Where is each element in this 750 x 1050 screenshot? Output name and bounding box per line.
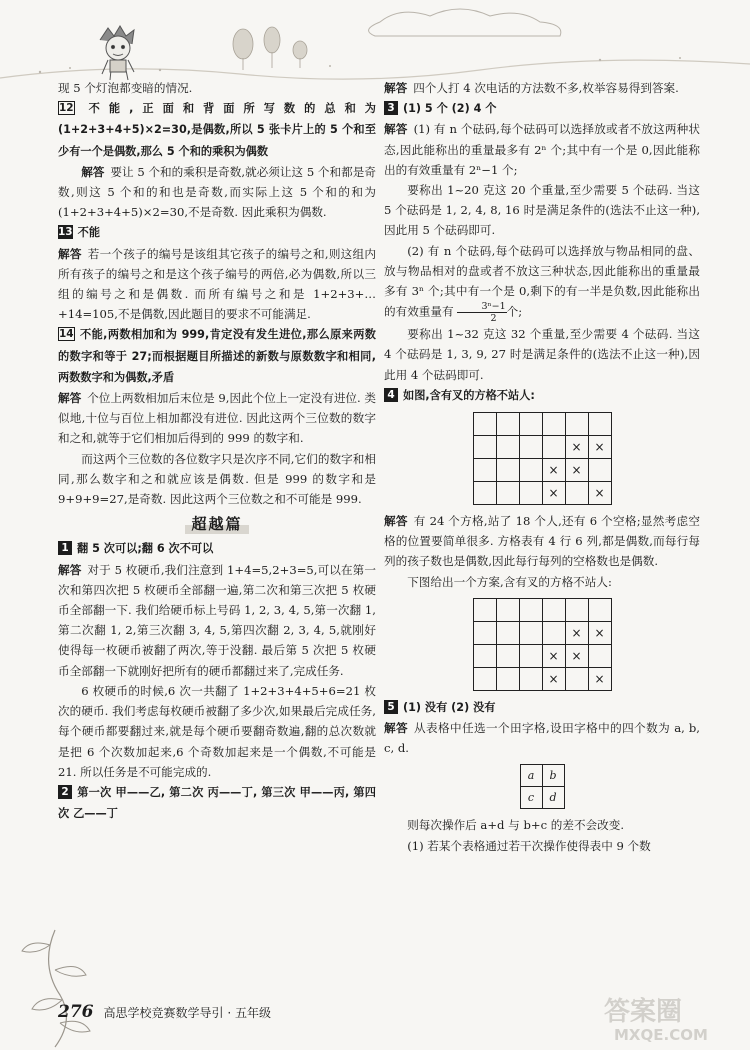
svg-text:MXQE.COM: MXQE.COM bbox=[614, 1026, 708, 1044]
grid-cell bbox=[473, 667, 496, 690]
grid-cell bbox=[542, 413, 565, 436]
grid-cell: × bbox=[565, 621, 588, 644]
answer-summary: 翻 5 次可以;翻 6 次不可以 bbox=[77, 542, 214, 556]
grid-row bbox=[473, 459, 611, 482]
answer-13-head bbox=[58, 222, 376, 243]
grid-cell: × bbox=[588, 621, 611, 644]
watermark-logo bbox=[594, 990, 744, 1046]
grid-cell bbox=[496, 598, 519, 621]
problem-number: 2 bbox=[58, 785, 72, 799]
solution-label: 解答 bbox=[384, 514, 408, 529]
answer-summary: (1) 5 个 (2) 4 个 bbox=[403, 102, 497, 116]
problem-number: 14 bbox=[59, 328, 74, 341]
solution-4 bbox=[384, 511, 700, 572]
grid-cell bbox=[565, 482, 588, 505]
grid-cell bbox=[496, 644, 519, 667]
grid-cell bbox=[519, 621, 542, 644]
grid-row bbox=[473, 413, 611, 436]
problem-number: 4 bbox=[384, 388, 398, 402]
grid-cell: × bbox=[542, 667, 565, 690]
solution-14-cont: 而这两个三位数的各位数字只是次序不同,它们的数字和相同,那么数字和之和就应该是偶数. 但是 999 的数字和是 9+9+9=27,是奇数. 因此这两个三位数之和不可能是 999. bbox=[58, 451, 376, 507]
answer-summary: 不能 bbox=[77, 226, 101, 240]
grid-cell bbox=[473, 459, 496, 482]
grid-cell: × bbox=[565, 436, 588, 459]
grid-cell: × bbox=[588, 436, 611, 459]
grid-cell bbox=[519, 482, 542, 505]
header-illustration bbox=[0, 0, 750, 82]
solution-label: 解答 bbox=[384, 721, 409, 736]
grid-cell: b bbox=[542, 765, 564, 787]
answer-summary: 不能,两数相加和为 999,肯定没有发生进位,那么原来两数的数字和等于 27;而根据题目所描述的新数与原数数字和相同,两数数字和为偶数,矛盾 bbox=[58, 328, 376, 384]
grid-cell bbox=[496, 667, 519, 690]
left-column bbox=[58, 78, 376, 824]
grid-row bbox=[473, 644, 611, 667]
grid-cell bbox=[496, 413, 519, 436]
abcd-grid bbox=[520, 764, 565, 809]
seating-grid-2 bbox=[473, 598, 612, 691]
solution-text: 个位上两数相加后末位是 9,因此个位上一定没有进位. 类似地,十位与百位上相加都没有进位. 因此这两个三位数的数字和之和,就等于它们相加后得到的 999 的数字和. bbox=[58, 391, 376, 446]
grid-cell bbox=[588, 598, 611, 621]
answer-summary: 不能,正面和背面所写数的总和为 (1+2+3+4+5)×2=30,是偶数,所以 5 张卡片上的 5 个和至少有一个是偶数,那么 5 个和的乘积为偶数 bbox=[58, 102, 376, 158]
answer-s2-head bbox=[58, 782, 376, 824]
grid-cell bbox=[519, 459, 542, 482]
vine-illustration bbox=[0, 925, 110, 1050]
grid-cell: d bbox=[542, 787, 564, 809]
grid-cell bbox=[473, 598, 496, 621]
solution-3-p2: 要称出 1~20 克这 20 个重量,至少需要 5 个砝码. 当这 5 个砝码是 1, 2, 4, 8, 16 时是满足条件的(选法不止这一种),因此用 5 个砝码即可. bbox=[384, 183, 700, 238]
grid-cell bbox=[519, 436, 542, 459]
answer-14-head bbox=[58, 324, 376, 388]
solution-text: 四个人打 4 次电话的方法数不多,枚举容易得到答案. bbox=[413, 81, 679, 95]
answer-summary: (1) 没有 (2) 没有 bbox=[403, 700, 496, 714]
problem-number: 1 bbox=[58, 541, 72, 555]
grid-cell bbox=[496, 621, 519, 644]
problem-number: 13 bbox=[58, 226, 73, 239]
problem-number: 12 bbox=[59, 102, 74, 115]
grid-cell bbox=[519, 598, 542, 621]
grid-cell bbox=[542, 621, 565, 644]
grid-cell bbox=[519, 667, 542, 690]
grid-cell bbox=[473, 621, 496, 644]
grid-row bbox=[473, 598, 611, 621]
solution-13 bbox=[58, 244, 376, 325]
solution-12 bbox=[58, 162, 376, 223]
answer-summary: 如图,含有叉的方格不站人: bbox=[403, 388, 535, 402]
solution-5 bbox=[384, 718, 700, 758]
grid-cell bbox=[496, 436, 519, 459]
problem-number: 5 bbox=[384, 700, 398, 714]
grid-row bbox=[473, 667, 611, 690]
grid-cell bbox=[588, 459, 611, 482]
solution-text: 对于 5 枚硬币,我们注意到 1+4=5,2+3=5,可以在第一次和第四次把 5 枚硬币全部翻一遍,第二次和第三次把 5 枚硬币全部翻一下. 我们给硬币标上号码 1, 2, 3, 4, 5,第一次翻 1,第二次翻 1, 2,第三次翻 3, 4, 5,第四次翻 2, 3, 4, 5,就刚好使得每一枚硬币被翻了两次,等于没翻. 最后第 5 次把 5 枚硬币全部翻一下就刚好把所有的硬币都翻过来了,完成任务. bbox=[58, 562, 376, 678]
grid-row bbox=[473, 436, 611, 459]
page-number: 276 bbox=[58, 1002, 94, 1022]
svg-text:答案圈: 答案圈 bbox=[604, 997, 683, 1027]
book-title: 高思学校竞赛数学导引 · 五年级 bbox=[103, 1006, 271, 1020]
answer-12-head bbox=[58, 98, 376, 162]
grid-cell bbox=[496, 459, 519, 482]
fraction: $\frac{\text{3ⁿ−1}}{2}$ bbox=[457, 301, 506, 324]
solution-s1 bbox=[58, 560, 376, 681]
seating-grid-1 bbox=[473, 412, 612, 505]
answer-s1-head bbox=[58, 538, 376, 559]
section-title: 超越篇 bbox=[58, 514, 376, 534]
solution-3 bbox=[384, 119, 700, 180]
grid-cell: × bbox=[542, 644, 565, 667]
grid-cell bbox=[542, 436, 565, 459]
right-column bbox=[384, 78, 700, 856]
solution-text: 有 24 个方格,站了 18 个人,还有 6 个空格;显然考虑空格的位置要简单很多. 方格表有 4 行 6 列,都是偶数,而每行每列的孩子数也是偶数,因此每行每列的空格数也是偶数. bbox=[384, 514, 700, 569]
solution-text: (1) 有 n 个砝码,每个砝码可以选择放或者不放这两种状态,因此能称出的重量最多有 2ⁿ 个;其中有一个是 0,因此能称出的有效重量有 2ⁿ−1 个; bbox=[384, 122, 700, 177]
grid-row bbox=[520, 787, 564, 809]
grid-cell bbox=[473, 436, 496, 459]
grid-cell: a bbox=[520, 765, 542, 787]
grid-cell bbox=[565, 413, 588, 436]
grid-cell bbox=[519, 413, 542, 436]
grid-cell: × bbox=[542, 482, 565, 505]
solution-5-p3: (1) 若某个表格通过若干次操作使得表中 9 个数 bbox=[407, 838, 651, 853]
grid-cell: × bbox=[542, 459, 565, 482]
grid-row bbox=[473, 482, 611, 505]
solution-text: 从表格中任选一个田字格,设田字格中的四个数为 a, b, c, d. bbox=[384, 721, 700, 756]
grid-cell bbox=[473, 644, 496, 667]
answer-summary: 第一次 甲——乙, 第二次 丙——丁, 第三次 甲——丙, 第四次 乙——丁 bbox=[58, 785, 376, 821]
grid-cell bbox=[473, 482, 496, 505]
page-footer bbox=[58, 1002, 271, 1022]
grid-cell bbox=[565, 598, 588, 621]
answer-5-head bbox=[384, 697, 700, 718]
answer-4-head bbox=[384, 385, 700, 406]
solution-label: 解答 bbox=[81, 164, 105, 179]
solution-5-p2: 则每次操作后 a+d 与 b+c 的差不会改变. bbox=[407, 818, 625, 833]
solution-label: 解答 bbox=[384, 122, 408, 137]
grid-cell bbox=[519, 644, 542, 667]
grid-cell: × bbox=[588, 667, 611, 690]
solution-label: 解答 bbox=[58, 391, 82, 406]
solution-s2 bbox=[384, 78, 700, 98]
grid-cell bbox=[542, 598, 565, 621]
boy-icon bbox=[100, 26, 134, 80]
text-line: 现 5 个灯泡都变暗的情况. bbox=[58, 81, 193, 95]
solution-14 bbox=[58, 388, 376, 449]
grid-cell bbox=[496, 482, 519, 505]
solution-4-p2: 下图给出一个方案,含有叉的方格不站人: bbox=[407, 574, 612, 589]
answer-3-head bbox=[384, 98, 700, 119]
grid-cell: × bbox=[565, 644, 588, 667]
solution-3-p4: 要称出 1~32 克这 32 个重量,至少需要 4 个砝码. 当这 4 个砝码是 1, 3, 9, 27 时是满足条件的(选法不止这一种),因此用 4 个砝码即可. bbox=[384, 327, 700, 382]
solution-label: 解答 bbox=[58, 562, 82, 577]
solution-s1-cont: 6 枚硬币的时候,6 次一共翻了 1+2+3+4+5+6=21 枚次的硬币. 我们考虑每枚硬币被翻了多少次,如果最后完成任务,每个硬币都要翻过来,就是每个硬币要翻奇数遍,翻的总次数就是把 6 个次数加起来,6 个奇数加起来是一个偶数,不可能是 21. 所以任务是不可能完成的. bbox=[58, 683, 376, 779]
solution-text: 要让 5 个和的乘积是奇数,就必须让这 5 个和都是奇数,则这 5 个和的和也是奇数,而实际上这 5 个和的和为 (1+2+3+4+5)×2=30,不是奇数. 因此乘积为偶数. bbox=[58, 164, 376, 220]
tree-icon bbox=[233, 27, 307, 70]
grid-cell: c bbox=[520, 787, 542, 809]
grid-row bbox=[473, 621, 611, 644]
grid-cell: × bbox=[565, 459, 588, 482]
solution-3-p3: (2) 有 n 个砝码,每个砝码可以选择放与物品相同的盘、放与物品相对的盘或者不放这三种状态,因此能称出的重量最多有 3ⁿ 个;其中有一个是 0,剩下的有一半是负数,因此能称出的有效重量有 $\frac{\text{3ⁿ−1}}{2}$ 个; bbox=[384, 243, 700, 325]
solution-text: 若一个孩子的编号是该组其它孩子的编号之和,则这组内所有孩子的编号之和是这个孩子编号的两倍,必为偶数,所以三组的编号之和是偶数. 而所有编号之和是 1+2+3+…+14=105,不是偶数,因此题目的要求不可能满足. bbox=[58, 246, 376, 322]
grid-cell: × bbox=[588, 482, 611, 505]
problem-number: 3 bbox=[384, 101, 398, 115]
solution-label: 解答 bbox=[58, 246, 82, 261]
grid-cell bbox=[588, 413, 611, 436]
grid-cell bbox=[565, 667, 588, 690]
grid-row bbox=[520, 765, 564, 787]
grid-cell bbox=[588, 644, 611, 667]
grid-cell bbox=[473, 413, 496, 436]
solution-label: 解答 bbox=[384, 81, 408, 95]
